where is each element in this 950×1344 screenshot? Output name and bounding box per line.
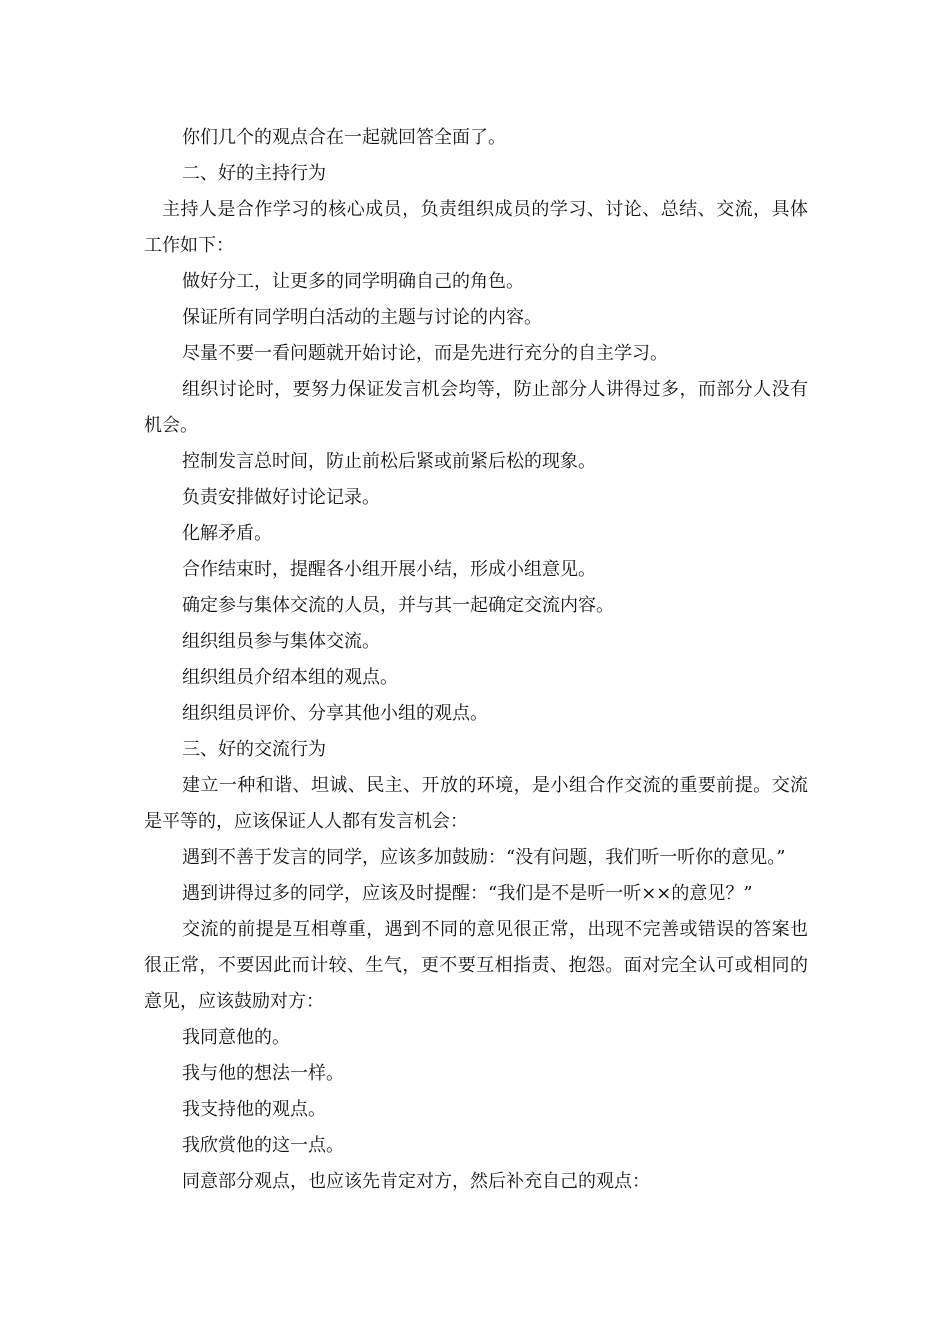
list-item: 负责安排做好讨论记录。 bbox=[182, 487, 380, 508]
list-item: 尽量不要一看问题就开始讨论，而是先进行充分的自主学习。 bbox=[182, 343, 668, 364]
list-item: 组织组员评价、分享其他小组的观点。 bbox=[182, 703, 488, 724]
list-item: 我欣赏他的这一点。 bbox=[182, 1135, 344, 1156]
list-item: 我支持他的观点。 bbox=[182, 1099, 326, 1120]
paragraph: 同意部分观点，也应该先肯定对方，然后补充自己的观点： bbox=[182, 1171, 650, 1192]
section-heading: 二、好的主持行为 bbox=[182, 163, 326, 184]
section-heading: 三、好的交流行为 bbox=[182, 739, 326, 760]
paragraph: 交流的前提是互相尊重，遇到不同的意见很正常，出现不完善或错误的答案也很正常，不要因此而计较、生气，更不要互相指责、抱怨。面对完全认可或相同的意见，应该鼓励对方： bbox=[144, 919, 808, 1012]
list-item: 合作结束时，提醒各小组开展小结，形成小组意见。 bbox=[182, 559, 596, 580]
list-item: 组织组员介绍本组的观点。 bbox=[182, 667, 398, 688]
list-item: 确定参与集体交流的人员，并与其一起确定交流内容。 bbox=[182, 595, 614, 616]
list-item: 组织讨论时，要努力保证发言机会均等，防止部分人讲得过多，而部分人没有机会。 bbox=[144, 379, 808, 436]
list-item: 我与他的想法一样。 bbox=[182, 1063, 344, 1084]
list-item: 做好分工，让更多的同学明确自己的角色。 bbox=[182, 271, 524, 292]
list-item: 化解矛盾。 bbox=[182, 523, 272, 544]
paragraph: 你们几个的观点合在一起就回答全面了。 bbox=[182, 127, 506, 148]
list-item: 我同意他的。 bbox=[182, 1027, 290, 1048]
paragraph: 主持人是合作学习的核心成员，负责组织成员的学习、讨论、总结、交流，具体工作如下： bbox=[144, 199, 808, 256]
list-item: 保证所有同学明白活动的主题与讨论的内容。 bbox=[182, 307, 542, 328]
paragraph: 遇到讲得过多的同学，应该及时提醒：“我们是不是听一听××的意见？” bbox=[182, 883, 753, 904]
document-body bbox=[144, 120, 808, 1200]
paragraph: 建立一种和谐、坦诚、民主、开放的环境，是小组合作交流的重要前提。交流是平等的，应该保证人人都有发言机会： bbox=[144, 775, 808, 832]
list-item: 组织组员参与集体交流。 bbox=[182, 631, 380, 652]
list-item: 控制发言总时间，防止前松后紧或前紧后松的现象。 bbox=[182, 451, 596, 472]
paragraph: 遇到不善于发言的同学，应该多加鼓励：“没有问题，我们听一听你的意见。” bbox=[182, 847, 786, 868]
